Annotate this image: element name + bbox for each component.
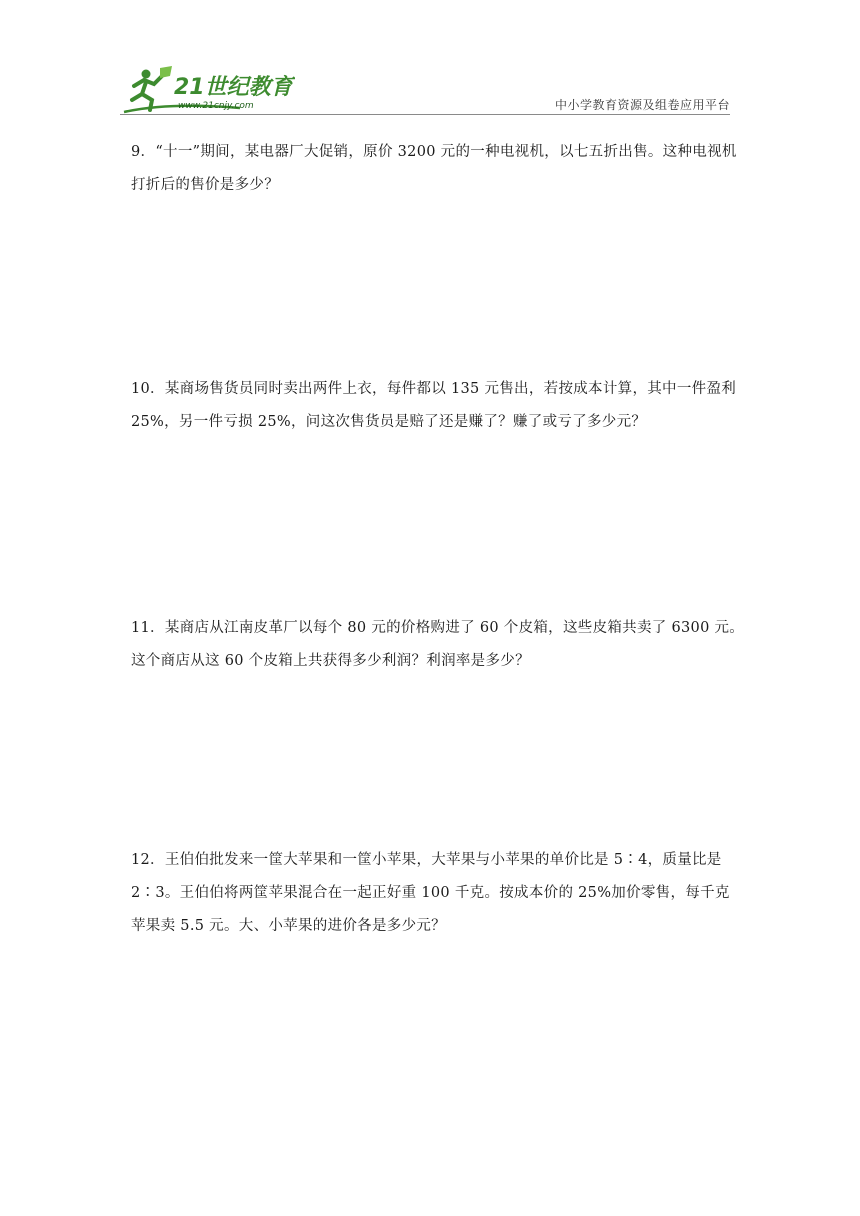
question-line: 这个商店从这 60 个皮箱上共获得多少利润？利润率是多少？	[131, 653, 530, 669]
platform-label: 中小学教育资源及组卷应用平台	[554, 98, 730, 112]
question-line: 苹果卖 5.5 元。大、小苹果的进价各是多少元？	[131, 918, 446, 934]
header-divider	[120, 114, 730, 115]
question-12	[131, 844, 731, 943]
question-10	[131, 373, 737, 439]
site-logo	[120, 64, 295, 116]
logo-url-text: www.21cnjy.com	[178, 101, 254, 111]
question-9	[131, 136, 737, 202]
question-line: 25%，另一件亏损 25%，问这次售货员是赔了还是赚了？赚了或亏了多少元？	[131, 414, 647, 430]
logo-graphic	[120, 64, 295, 116]
question-line: 10．某商场售货员同时卖出两件上衣，每件都以 135 元售出，若按成本计算，其中一件盈利	[131, 381, 737, 397]
question-line: 12．王伯伯批发来一筐大苹果和一筐小苹果，大苹果与小苹果的单价比是 5∶4，质量比是	[131, 852, 722, 868]
page-header	[120, 64, 730, 116]
question-line: 2∶3。王伯伯将两筐苹果混合在一起正好重 100 千克。按成本价的 25%加价零售，每千克	[131, 885, 730, 901]
logo-brand-text: 21世纪教育	[174, 75, 293, 100]
question-line: 9．“十一”期间，某电器厂大促销，原价 3200 元的一种电视机，以七五折出售。这种电视机	[131, 144, 737, 160]
question-11	[131, 612, 745, 678]
question-line: 打折后的售价是多少？	[131, 177, 279, 193]
question-line: 11．某商店从江南皮革厂以每个 80 元的价格购进了 60 个皮箱，这些皮箱共卖了 6300 元。	[131, 620, 745, 636]
